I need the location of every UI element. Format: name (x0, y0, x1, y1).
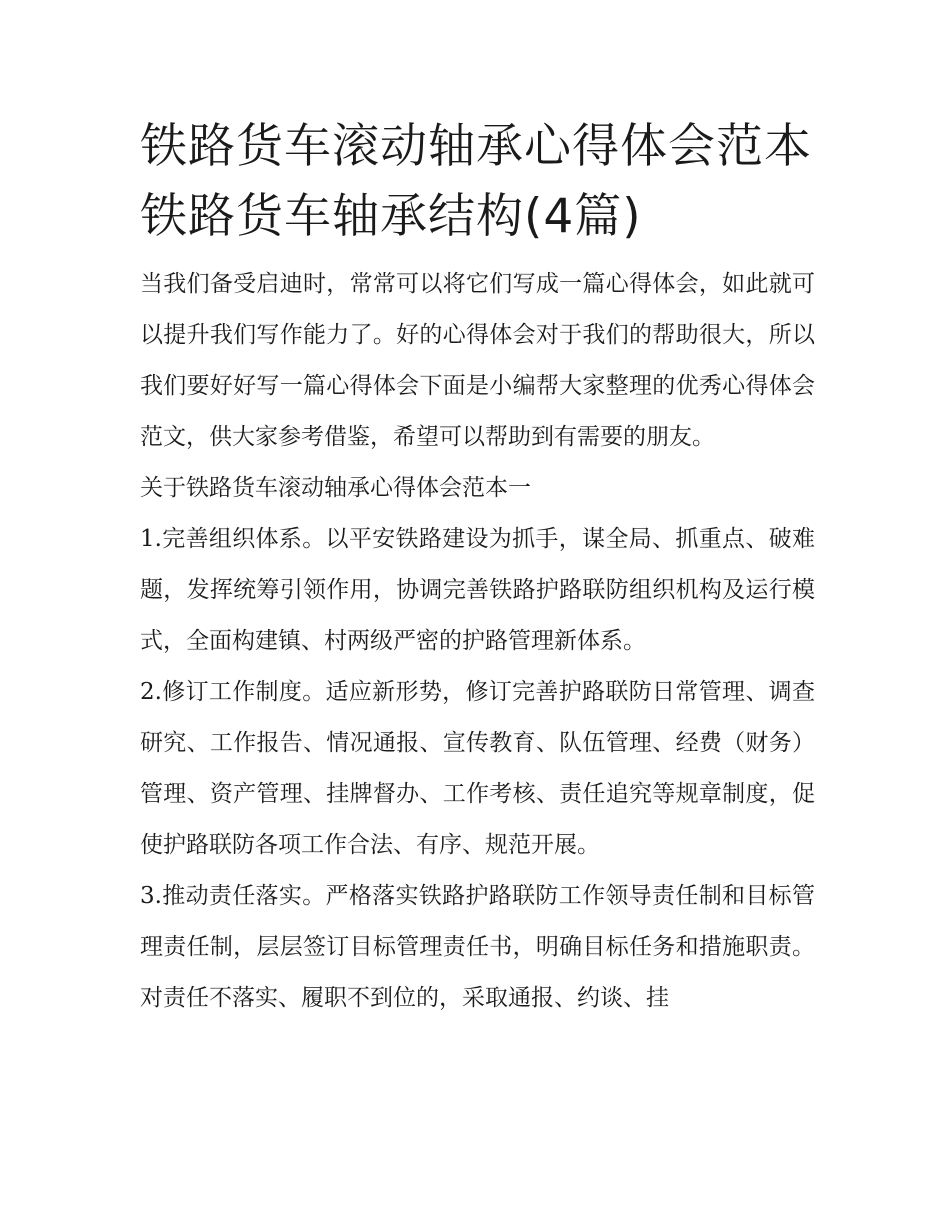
list-item-3: 3.推动责任落实。严格落实铁路护路联防工作领导责任制和目标管理责任制，层层签订目标管理责任书，明确目标任务和措施职责。对责任不落实、履职不到位的，采取通报、约谈、挂 (140, 883, 815, 1011)
document-body (140, 112, 815, 1024)
section-heading: 关于铁路货车滚动轴承心得体会范本一 (140, 475, 531, 501)
intro-paragraph: 当我们备受启迪时，常常可以将它们写成一篇心得体会，如此就可以提升我们写作能力了。好的心得体会对于我们的帮助很大，所以我们要好好写一篇心得体会下面是小编帮大家整理的优秀心得体会范文，供大家参考借鉴，希望可以帮助到有需要的朋友。 (140, 271, 815, 450)
list-item-2: 2.修订工作制度。适应新形势，修订完善护路联防日常管理、调查研究、工作报告、情况通报、宣传教育、队伍管理、经费（财务）管理、资产管理、挂牌督办、工作考核、责任追究等规章制度，促使护路联防各项工作合法、有序、规范开展。 (140, 679, 815, 858)
list-item-1: 1.完善组织体系。以平安铁路建设为抓手，谋全局、抓重点、破难题，发挥统筹引领作用，协调完善铁路护路联防组织机构及运行模式，全面构建镇、村两级严密的护路管理新体系。 (140, 526, 815, 654)
document-title: 铁路货车滚动轴承心得体会范本 铁路货车轴承结构(4篇) (140, 119, 812, 244)
